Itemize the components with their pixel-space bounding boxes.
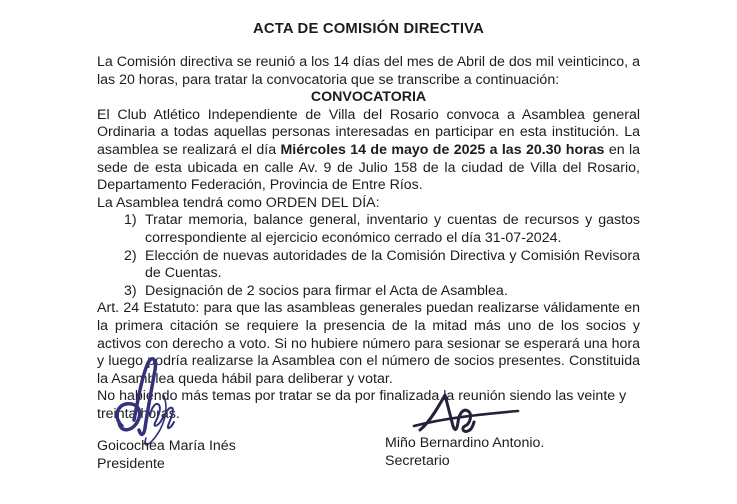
orden-item-3-text: Designación de 2 socios para firmar el Acta de Asamblea. — [145, 282, 508, 299]
orden-item-1 — [97, 212, 640, 247]
convocatoria-text-pre: El Club Atlético Independiente de Villa del Rosario convoca a Asamblea general Ordinaria a todas aquellas personas interesadas en participar en esta institución. La asamblea se realizará el día — [97, 106, 640, 158]
orden-del-dia-intro: La Asamblea tendrá como ORDEN DEL DÍA: — [97, 194, 380, 211]
secretary-signature-icon — [410, 390, 522, 436]
orden-item-2 — [97, 248, 640, 283]
convocatoria-text-post: en la sede de esta ubicada en calle Av. 9 de Julio 158 de la ciudad de Villa del Rosario, Departamento Federación, Provincia de Entre Ríos. — [97, 141, 640, 194]
president-name: Goicochea María Inés — [97, 438, 236, 454]
president-role: Presidente — [97, 456, 165, 472]
convocatoria-paragraph — [97, 107, 640, 195]
secretary-name: Miño Bernardino Antonio. — [385, 435, 545, 451]
president-signature-block — [97, 437, 236, 473]
document-title: ACTA DE COMISIÓN DIRECTIVA — [253, 21, 484, 37]
intro-paragraph: La Comisión directiva se reunió a los 14 días del mes de Abril de dos mil veinticinco, a las 20 horas, para tratar la convocatoria que se transcribe a continuación: — [97, 54, 640, 88]
secretary-role: Secretario — [385, 453, 450, 469]
orden-item-1-number: 1) — [124, 212, 137, 229]
convocatoria-date-bold: Miércoles 14 de mayo de 2025 a las 20.30 horas — [280, 141, 605, 158]
president-signature-icon — [106, 356, 198, 450]
orden-item-2-text: Elección de nuevas autoridades de la Comisión Directiva y Comisión Revisora de Cuentas. — [145, 247, 640, 282]
orden-item-2-number: 2) — [124, 247, 137, 264]
secretary-signature-block — [385, 434, 544, 470]
orden-item-3-number: 3) — [124, 282, 137, 299]
closing-paragraph: No habiendo más temas por tratar se da por finalizada la reunión siendo las veinte y treinta horas. — [97, 388, 627, 422]
orden-item-3 — [97, 283, 640, 301]
orden-del-dia-list — [97, 212, 640, 300]
orden-item-1-text: Tratar memoria, balance general, inventario y cuentas de recursos y gastos correspondiente al ejercicio económico cerrado el día 31-07-2024. — [145, 212, 640, 246]
articulo-24-paragraph: Art. 24 Estatuto: para que las asambleas generales puedan realizarse válidamente en la primera citación se requiere la presencia de la mitad más uno de los socios y activos con derecho a voto. Si no hubiere número para sesionar se esperará una hora y luego podría realizarse la Asamblea con el número de socios presentes. Constituida la Asamblea queda hábil para deliberar y votar. — [97, 300, 640, 387]
convocatoria-heading: CONVOCATORIA — [310, 89, 427, 106]
